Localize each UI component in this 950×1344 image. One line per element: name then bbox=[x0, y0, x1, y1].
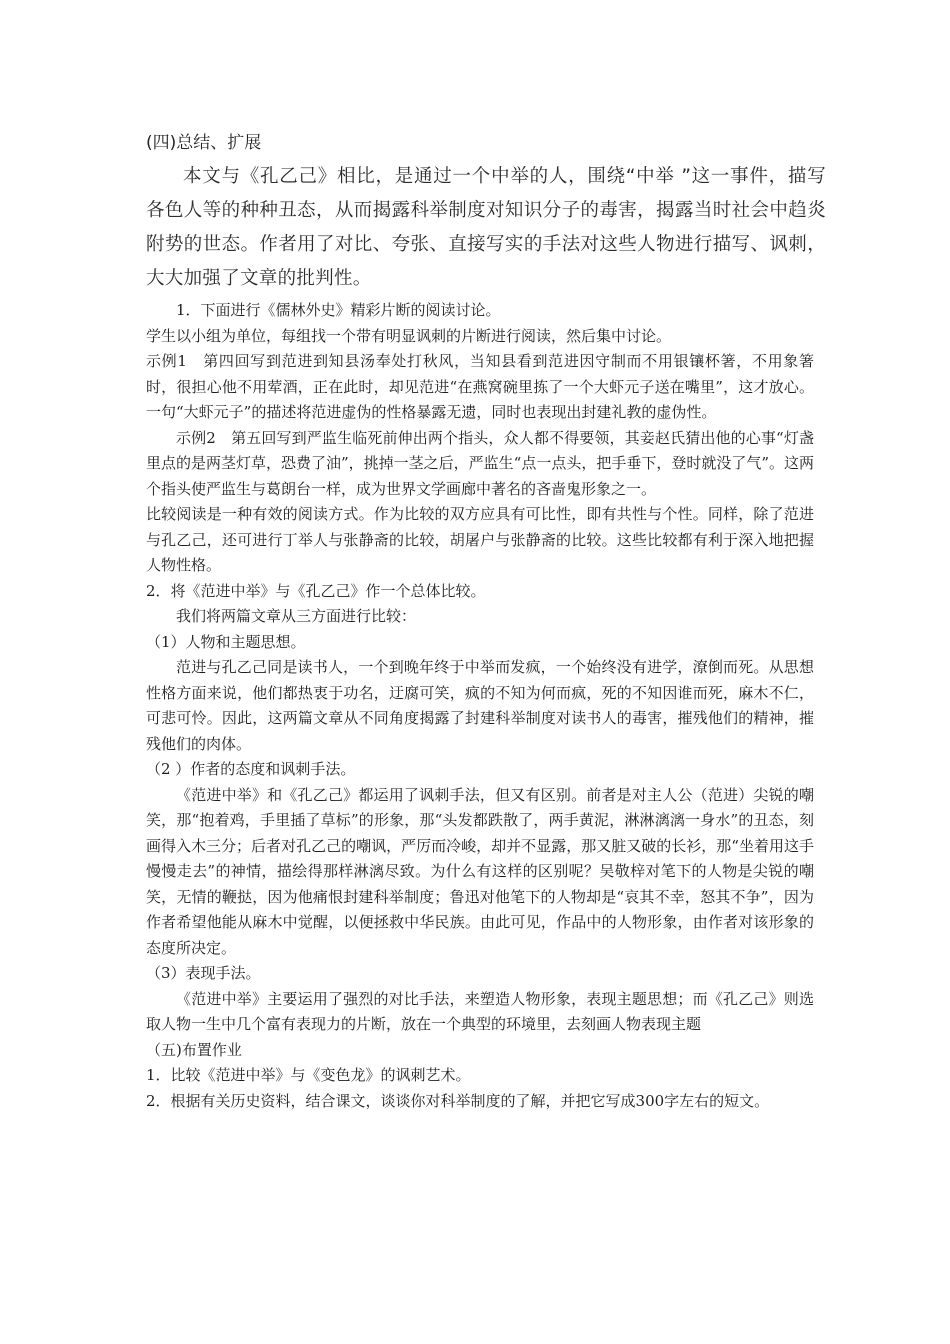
homework-item-1: 1．比较《范进中举》与《变色龙》的讽刺艺术。 bbox=[146, 1066, 471, 1084]
comparative-reading-note: 比较阅读是一种有效的阅读方式。作为比较的双方应具有可比性，即有共性与个性。同样，除了范进与孔乙己，还可进行丁举人与张静斋的比较，胡屠户与张静斋的比较。这些比较都有利于深入地把握人物性格。 bbox=[146, 505, 814, 574]
discussion-item-1: 1．下面进行《儒林外史》精彩片断的阅读讨论。 bbox=[176, 301, 501, 319]
homework-item-2: 2．根据有关历史资料，结合课文，谈谈你对科举制度的了解，并把它写成300字左右的短文。 bbox=[146, 1091, 770, 1110]
section-four-title: (四)总结、扩展 bbox=[146, 133, 262, 153]
document-body bbox=[146, 298, 814, 1114]
example-2: 示例2 第五回写到严监生临死前伸出两个指头，众人都不得要领，其妾赵氏猜出他的心事“灯盏里点的是两茎灯草，恐费了油”，挑掉一茎之后，严监生“点一点头，把手垂下，登时就没了气”。这两个指头使严监生与葛朗台一样，成为世界文学画廊中著名的吝啬鬼形象之一。 bbox=[146, 428, 815, 498]
comparison-intro: 我们将两篇文章从三方面进行比较： bbox=[176, 607, 417, 625]
aspect-2-heading: （2 ）作者的态度和讽刺手法。 bbox=[146, 760, 356, 778]
aspect-1-heading: （1）人物和主题思想。 bbox=[146, 632, 306, 651]
aspect-2-text: 《范进中举》和《孔乙己》都运用了讽刺手法，但又有区别。前者是对主人公（范进）尖锐的嘲笑，那“抱着鸡，手里插了草标”的形象，那“头发都跌散了，两手黄泥，淋淋漓漓一身水”的丑态，刻画得入木三分；后者对孔乙己的嘲讽，严厉而冷峻，却并不显露，那又脏又破的长衫，那“坐着用这手慢慢走去”的神情，描绘得那样淋漓尽致。为什么有这样的区别呢？吴敬梓对笔下的人物是尖锐的嘲笑，无情的鞭挞，因为他痛恨封建科举制度；鲁迅对他笔下的人物却是“哀其不幸，怒其不争”，因为作者希望他能从麻木中觉醒，以便拯救中华民族。由此可见，作品中的人物形象，由作者对该形象的态度所决定。 bbox=[146, 785, 814, 957]
aspect-1-text: 范进与孔乙己同是读书人，一个到晚年终于中举而发疯，一个始终没有进学，潦倒而死。从思想性格方面来说，他们都热衷于功名，迂腐可笑，疯的不知为何而疯，死的不知因谁而死，麻木不仁，可悲可怜。因此，这两篇文章从不同角度揭露了封建科举制度对读书人的毒害，摧残他们的精神，摧残他们的肉体。 bbox=[146, 658, 814, 753]
group-instruction: 学生以小组为单位，每组找一个带有明显讽刺的片断进行阅读，然后集中讨论。 bbox=[146, 326, 672, 345]
section-five-title: （五)布置作业 bbox=[146, 1040, 242, 1059]
aspect-3-text: 《范进中举》主要运用了强烈的对比手法，来塑造人物形象，表现主题思想；而《孔乙己》则选取人物一生中几个富有表现力的片断，放在一个典型的环境里，去刻画人物表现主题 bbox=[146, 989, 814, 1033]
example-1: 示例1 第四回写到范进到知县汤奉处打秋风，当知县看到范进因守制而不用银镶杯箸，不用象箸时，很担心他不用荤酒，正在此时，却见范进“在燕窝碗里拣了一个大虾元子送在嘴里”，这才放心。一句“大虾元子”的描述将范进虚伪的性格暴露无遗，同时也表现出封建礼教的虚伪性。 bbox=[146, 352, 814, 421]
summary-paragraph: 本文与《孔乙己》相比，是通过一个中举的人，围绕“中举 ”这一事件，描写各色人等的种种丑态，从而揭露科举制度对知识分子的毒害，揭露当时社会中趋炎附势的世态。作者用了对比、夸张、直接写实的手法对这些人物进行描写、讽刺，大大加强了文章的批判性。 bbox=[146, 166, 826, 289]
aspect-3-heading: （3）表现手法。 bbox=[146, 964, 261, 982]
discussion-item-2: 2．将《范进中举》与《孔乙己》作一个总体比较。 bbox=[146, 581, 486, 600]
